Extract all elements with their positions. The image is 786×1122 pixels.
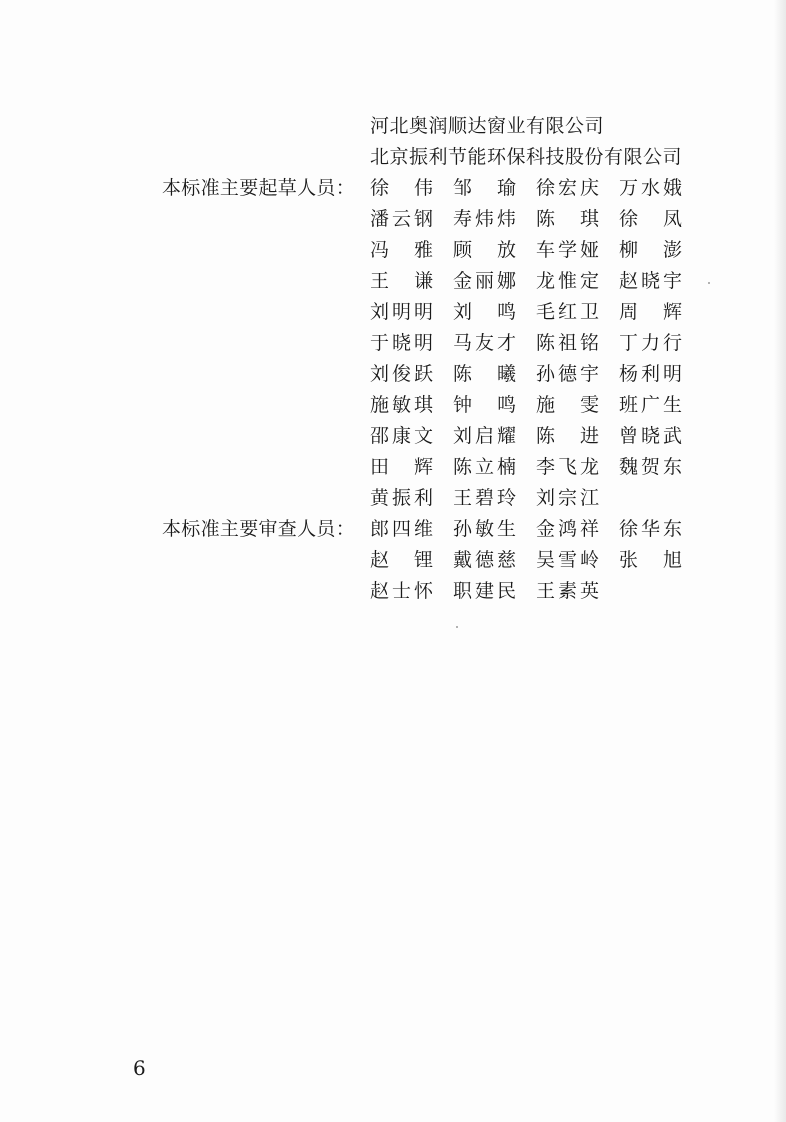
person-name: 徐华东 [619, 518, 682, 540]
company-line-2: 北京振利节能环保科技股份有限公司 [370, 146, 683, 168]
person-name: 毛红卫 [536, 301, 599, 323]
person-name: 徐伟 [370, 177, 433, 199]
person-name: 陈琪 [536, 208, 599, 230]
person-name: 吴雪岭 [536, 549, 599, 571]
person-name: 于晓明 [370, 332, 433, 354]
person-name: 邹瑜 [453, 177, 516, 199]
person-name: 刘鸣 [453, 301, 516, 323]
person-name: 田辉 [370, 456, 433, 478]
person-name: 龙惟定 [536, 270, 599, 292]
person-name: 郎四维 [370, 518, 433, 540]
person-name: 陈进 [536, 425, 599, 447]
person-name: 孙敏生 [453, 518, 516, 540]
person-name: 周辉 [619, 301, 682, 323]
person-name: 寿炜炜 [453, 208, 516, 230]
person-name: 李飞龙 [536, 456, 599, 478]
drafters-label: 本标准主要起草人员： [162, 177, 356, 199]
person-name: 刘宗江 [536, 487, 599, 509]
person-name: 黄振利 [370, 487, 433, 509]
scan-edge-shadow [774, 0, 786, 1122]
person-name: 陈立楠 [453, 456, 516, 478]
person-name: 赵锂 [370, 549, 433, 571]
person-name: 刘俊跃 [370, 363, 433, 385]
person-name: 金丽娜 [453, 270, 516, 292]
person-name: 钟鸣 [453, 394, 516, 416]
person-name: 杨利明 [619, 363, 682, 385]
person-name: 施雯 [536, 394, 599, 416]
person-name: 金鸿祥 [536, 518, 599, 540]
person-name: 戴德慈 [453, 549, 516, 571]
person-name: 施敏琪 [370, 394, 433, 416]
person-name: 万水娥 [619, 177, 682, 199]
person-name: 刘明明 [370, 301, 433, 323]
reviewers-label: 本标准主要审查人员： [162, 518, 356, 540]
person-name: 刘启耀 [453, 425, 516, 447]
person-name: 马友才 [453, 332, 516, 354]
scan-speck [708, 282, 710, 284]
person-name: 柳澎 [619, 239, 682, 261]
person-name: 冯雅 [370, 239, 433, 261]
person-name: 赵士怀 [370, 580, 433, 602]
page-number: 6 [133, 1056, 146, 1080]
person-name: 张旭 [619, 549, 682, 571]
person-name: 孙德宇 [536, 363, 599, 385]
person-name: 顾放 [453, 239, 516, 261]
person-name: 王碧玲 [453, 487, 516, 509]
person-name: 邵康文 [370, 425, 433, 447]
person-name: 班广生 [619, 394, 682, 416]
person-name: 车学娅 [536, 239, 599, 261]
person-name: 曾晓武 [619, 425, 682, 447]
person-name: 赵晓宇 [619, 270, 682, 292]
company-line-1: 河北奥润顺达窗业有限公司 [370, 115, 605, 137]
person-name: 魏贺东 [619, 456, 682, 478]
person-name: 陈曦 [453, 363, 516, 385]
person-name: 潘云钢 [370, 208, 433, 230]
person-name: 陈祖铭 [536, 332, 599, 354]
person-name: 王素英 [536, 580, 599, 602]
scan-speck [456, 626, 458, 628]
person-name: 王谦 [370, 270, 433, 292]
person-name: 徐宏庆 [536, 177, 599, 199]
person-name: 丁力行 [619, 332, 682, 354]
person-name: 徐凤 [619, 208, 682, 230]
person-name: 职建民 [453, 580, 516, 602]
